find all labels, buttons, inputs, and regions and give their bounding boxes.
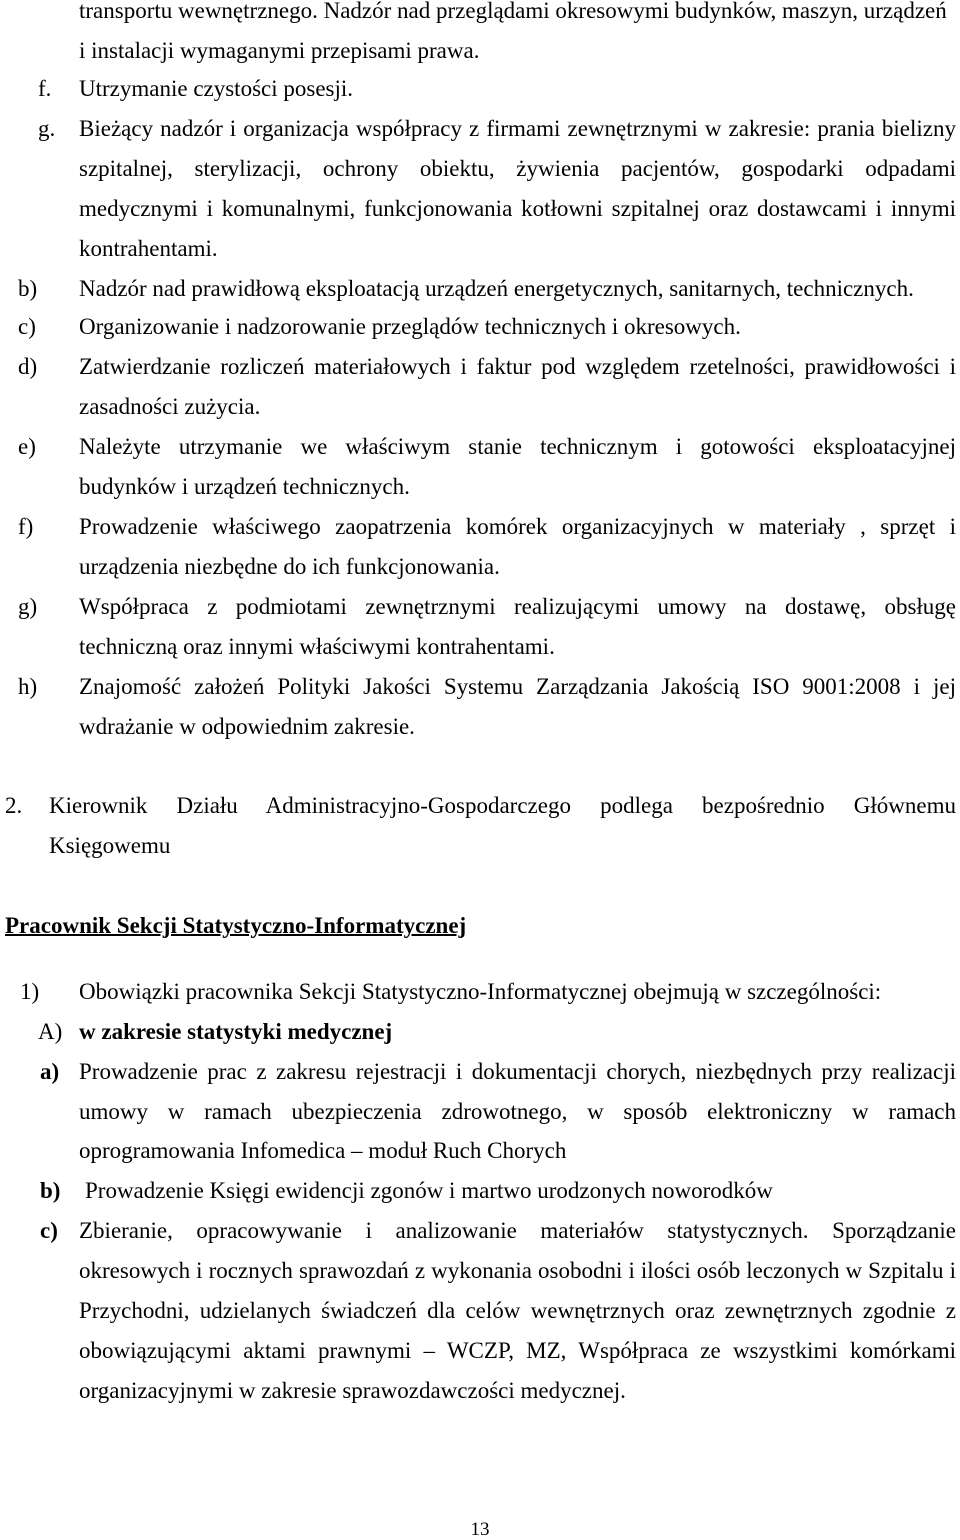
- duty-d-line: zasadności zużycia.: [79, 394, 261, 419]
- task-c-line: organizacyjnymi w zakresie sprawozdawczości medycznej.: [79, 1378, 626, 1403]
- duty-marker-g: g): [18, 594, 38, 619]
- duty-e-line: budynków i urządzeń technicznych.: [79, 474, 410, 499]
- task-c-line: Przychodni, udzielanych świadczeń dla celów wewnętrznych oraz zewnętrznych zgodnie z: [79, 1298, 956, 1323]
- point-1-marker: 1): [20, 979, 40, 1004]
- duty-f-line: Prowadzenie właściwego zaopatrzenia komórek organizacyjnych w materiały , sprzęt i: [79, 514, 956, 539]
- point-2-line: Kierownik Działu Administracyjno-Gospodarczego podlega bezpośrednio Głównemu: [49, 793, 956, 818]
- subsection-a-marker: A): [38, 1019, 63, 1044]
- list-item-f-line: Utrzymanie czystości posesji.: [79, 76, 354, 101]
- task-a-line: oprogramowania Infomedica – moduł Ruch Chorych: [79, 1138, 567, 1163]
- duty-marker-b: b): [18, 276, 38, 301]
- duty-g-line: techniczną oraz innymi właściwymi kontrahentami.: [79, 634, 555, 659]
- page-number: 13: [470, 1519, 490, 1540]
- continued-item-line: i instalacji wymaganymi przepisami prawa.: [79, 38, 480, 63]
- duty-marker-f: f): [18, 514, 34, 539]
- list-item-g-line: medycznymi i komunalnymi, funkcjonowania kotłowni szpitalnej oraz dostawcami i innymi: [79, 196, 956, 221]
- task-c-line: Zbieranie, opracowywanie i analizowanie materiałów statystycznych. Sporządzanie: [79, 1218, 956, 1243]
- duty-f-line: urządzenia niezbędne do ich funkcjonowania.: [79, 554, 500, 579]
- duty-e-line: Należyte utrzymanie we właściwym stanie technicznym i gotowości eksploatacyjnej: [79, 434, 956, 459]
- list-item-g-line: kontrahentami.: [79, 236, 218, 261]
- duty-b-line: Nadzór nad prawidłową eksploatacją urządzeń energetycznych, sanitarnych, technicznych.: [79, 276, 914, 301]
- task-a-line: Prowadzenie prac z zakresu rejestracji i dokumentacji chorych, niezbędnych przy realizacji: [79, 1059, 956, 1084]
- point-1-text: Obowiązki pracownika Sekcji Statystyczno-Informatycznej obejmują w szczególności:: [79, 979, 882, 1004]
- subsection-a-title: w zakresie statystyki medycznej: [79, 1019, 393, 1044]
- duty-c-line: Organizowanie i nadzorowanie przeglądów technicznych i okresowych.: [79, 314, 741, 339]
- section-heading: Pracownik Sekcji Statystyczno-Informatycznej: [5, 913, 467, 938]
- task-c-line: okresowych i rocznych sprawozdań z wykonania osobodni i ilości osób leczonych w Szpitalu i: [79, 1258, 956, 1283]
- duty-g-line: Współpraca z podmiotami zewnętrznymi realizującymi umowy na dostawę, obsługę: [79, 594, 956, 619]
- duty-marker-h: h): [18, 674, 38, 699]
- task-marker-c: c): [40, 1218, 58, 1243]
- task-marker-a: a): [40, 1059, 60, 1084]
- duty-marker-e: e): [18, 434, 36, 459]
- task-a-line: umowy w ramach ubezpieczenia zdrowotnego, w sposób elektroniczny w ramach: [79, 1099, 956, 1124]
- point-2-marker: 2.: [5, 793, 23, 818]
- duty-marker-c: c): [18, 314, 36, 339]
- continued-item-line: transportu wewnętrznego. Nadzór nad przeglądami okresowymi budynków, maszyn, urządzeń: [79, 0, 947, 23]
- duty-h-line: Znajomość założeń Polityki Jakości Systemu Zarządzania Jakością ISO 9001:2008 i jej: [79, 674, 956, 699]
- list-marker-f: f.: [38, 76, 52, 101]
- duty-d-line: Zatwierdzanie rozliczeń materiałowych i faktur pod względem rzetelności, prawidłowości i: [79, 354, 956, 379]
- task-c-line: obowiązującymi aktami prawnymi – WCZP, MZ, Współpraca ze wszystkimi komórkami: [79, 1338, 956, 1363]
- list-item-g-line: szpitalnej, sterylizacji, ochrony obiektu, żywienia pacjentów, gospodarki odpadami: [79, 156, 956, 181]
- task-b-line: Prowadzenie Księgi ewidencji zgonów i martwo urodzonych noworodków: [85, 1178, 773, 1203]
- list-marker-g: g.: [38, 116, 56, 141]
- point-2-line: Księgowemu: [49, 833, 171, 858]
- task-marker-b: b): [40, 1178, 61, 1203]
- list-item-g-line: Bieżący nadzór i organizacja współpracy z firmami zewnętrznymi w zakresie: prania bielizny: [79, 116, 956, 141]
- duty-h-line: wdrażanie w odpowiednim zakresie.: [79, 714, 415, 739]
- duty-marker-d: d): [18, 354, 38, 379]
